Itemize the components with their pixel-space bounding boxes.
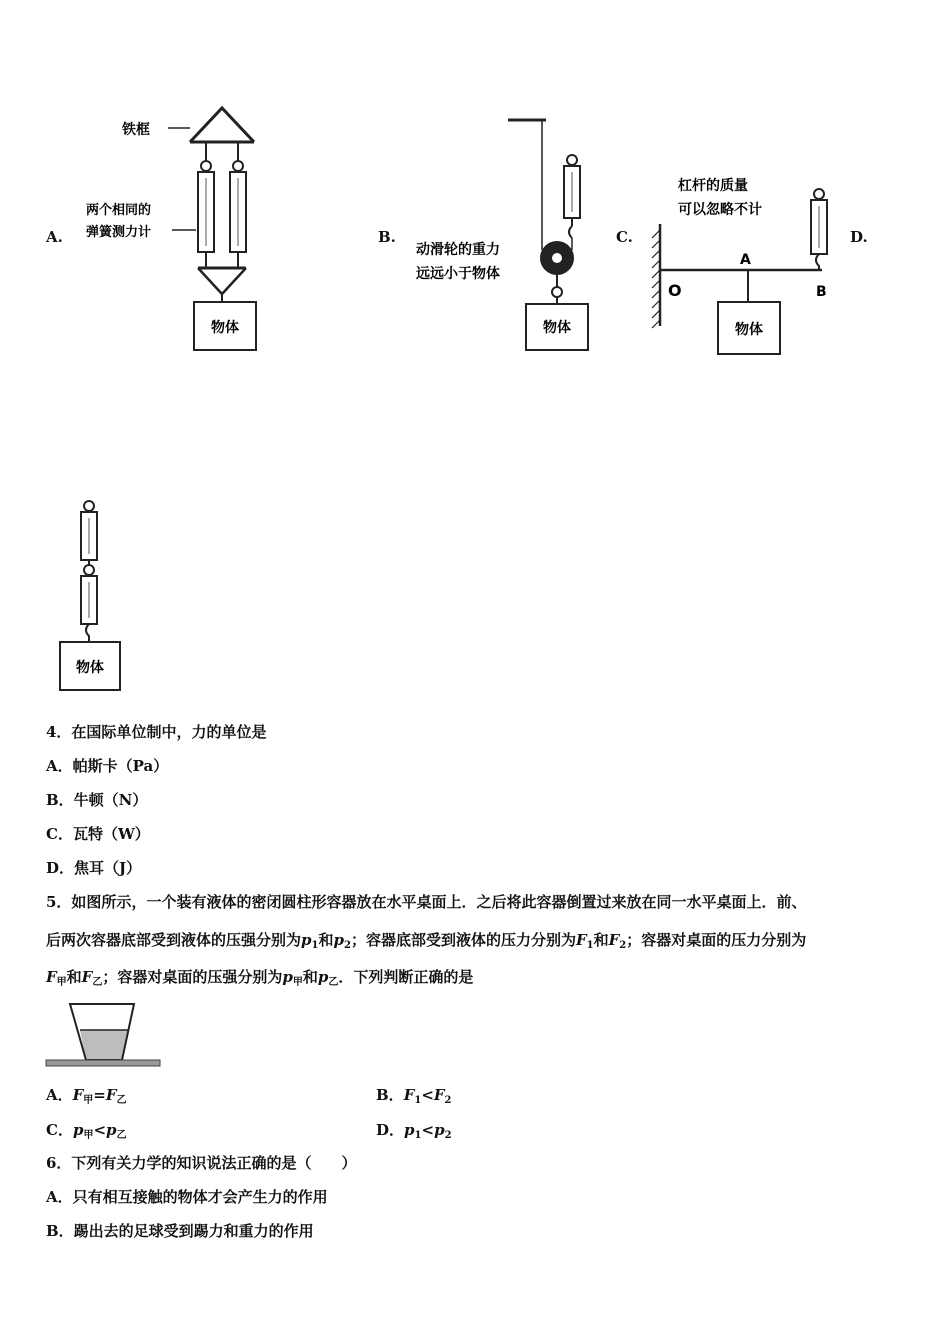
q5-option-a: A．$F_甲=F_乙$ — [46, 1086, 127, 1106]
q4-option-a: A．帕斯卡（Pa） — [46, 757, 169, 775]
lever-label-2: 可以忽略不计 — [678, 202, 762, 218]
scale-label-1: 两个相同的 — [86, 203, 152, 218]
q5-option-b: B．$F_1<F_2$ — [376, 1086, 452, 1106]
q4-stem: 4．在国际单位制中，力的单位是 — [46, 723, 267, 741]
q5-option-d: D．$p_1<p_2$ — [376, 1121, 452, 1141]
option-d-label: D. — [850, 228, 868, 246]
lever-label-1: 杠杆的质量 — [678, 178, 748, 194]
q5-container-figure — [44, 998, 164, 1070]
q4-option-d: D．焦耳（J） — [46, 859, 142, 877]
pulley-label-2: 远远小于物体 — [416, 266, 500, 282]
box-label-c: 物体 — [735, 322, 763, 338]
figure-b-movable-pulley — [410, 110, 610, 360]
box-label-b: 物体 — [543, 320, 571, 336]
figure-a-dual-spring-scales — [80, 100, 280, 360]
q6-stem: 6．下列有关力学的知识说法正确的是（ ） — [46, 1154, 357, 1172]
box-label-a: 物体 — [211, 320, 239, 336]
q5-line-1: 5．如图所示，一个装有液体的密闭圆柱形容器放在水平桌面上．之后将此容器倒置过来放在同一水平桌面上．前、 — [46, 893, 807, 911]
q5-option-c: C．$p_甲<p_乙$ — [46, 1121, 127, 1141]
q4-option-c: C．瓦特（W） — [46, 825, 150, 843]
q6-option-b: B．踢出去的足球受到踢力和重力的作用 — [46, 1222, 314, 1240]
figure-c-lever — [646, 168, 852, 364]
box-label-d: 物体 — [76, 660, 104, 676]
q5-line-3: $F_甲$和$F_乙$；容器对桌面的压强分别为$p_甲$和$p_乙$．下列判断正确的是 — [46, 968, 474, 988]
scale-label-2: 弹簧测力计 — [86, 225, 152, 240]
point-b-label: B — [816, 284, 827, 300]
frame-label: 铁框 — [122, 122, 150, 138]
q5-line-2: 后两次容器底部受到液体的压强分别为$p_1$和$p_2$；容器底部受到液体的压力分别为$F_1$和$F_2$；容器对桌面的压力分别为 — [46, 931, 807, 951]
option-b-label: B. — [378, 228, 396, 246]
q4-option-b: B．牛顿（N） — [46, 791, 148, 809]
option-a-label: A. — [46, 228, 63, 246]
pulley-label-1: 动滑轮的重力 — [416, 242, 500, 258]
figure-d-series-scales — [56, 496, 136, 696]
point-o-label: O — [668, 281, 682, 300]
option-c-label: C. — [616, 228, 633, 246]
point-a-label: A — [740, 252, 751, 268]
q6-option-a: A．只有相互接触的物体才会产生力的作用 — [46, 1188, 328, 1206]
